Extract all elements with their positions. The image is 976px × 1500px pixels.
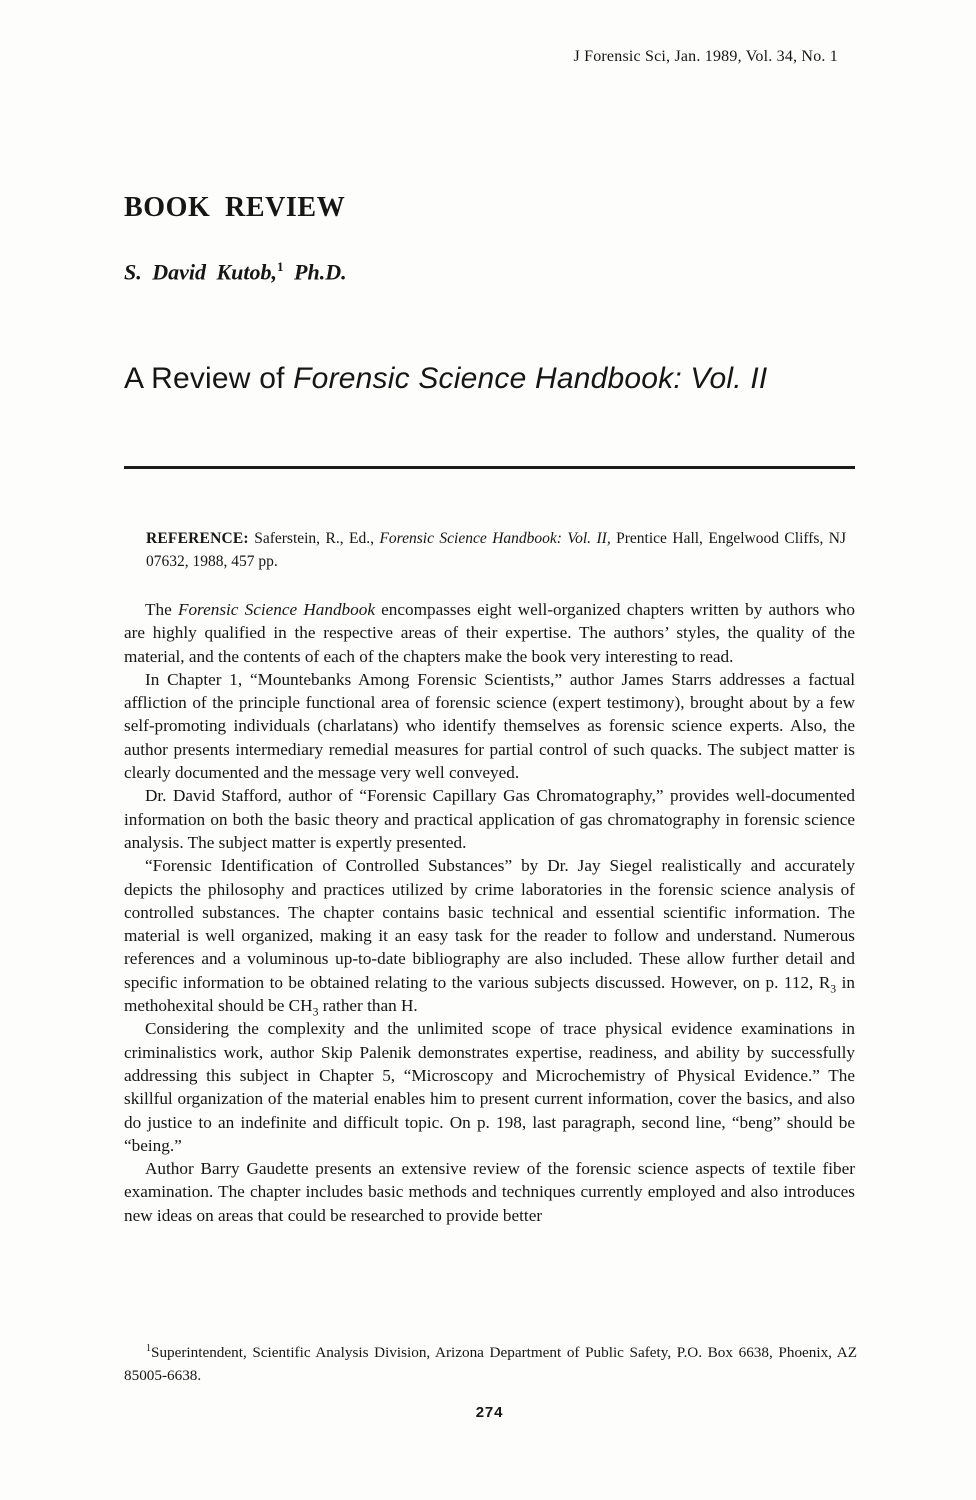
footnote-text: Superintendent, Scientific Analysis Division, Arizona Department of Public Safety, P.O. Box 6638, Phoenix, AZ 85005-6638. bbox=[124, 1344, 857, 1385]
author-footnote-mark: 1 bbox=[277, 259, 284, 274]
footnote-mark: 1 bbox=[146, 1343, 151, 1354]
footnote bbox=[124, 1337, 857, 1387]
article-title-italic: Forensic Science Handbook: Vol. II bbox=[293, 362, 768, 395]
paragraph: Author Barry Gaudette presents an extensive review of the forensic science aspects of textile fiber examination. The chapter includes basic methods and techniques currently employed and also introduces new ideas on areas that could be researched to provide better bbox=[124, 1159, 855, 1225]
article-title bbox=[124, 362, 767, 396]
paragraph: In Chapter 1, “Mountebanks Among Forensic Scientists,” author James Starrs addresses a factual affliction of the principle functional area of forensic science (expert testimony), brought about by a few self-promoting individuals (charlatans) who identify themselves as forensic science experts. Also, the author presents intermediary remedial measures for partial control of such quacks. The subject matter is clearly documented and the message very well conveyed. bbox=[124, 669, 855, 783]
author-name: S. David Kutob, bbox=[124, 259, 278, 285]
title-rule bbox=[124, 466, 855, 469]
article-body bbox=[124, 598, 855, 1227]
reference-text-2: Prentice Hall, Engelwood Cliffs, NJ 07632, 1988, 457 pp. bbox=[146, 530, 846, 570]
article-title-regular: A Review of bbox=[124, 362, 294, 395]
paragraph: Dr. David Stafford, author of “Forensic Capillary Gas Chromatography,” provides well-documented information on both the basic theory and practical application of gas chromatography in forensic science analysis. The subject matter is expertly presented. bbox=[124, 786, 855, 852]
reference-book-title: Forensic Science Handbook: Vol. II, bbox=[379, 530, 611, 547]
reference-text-1: Saferstein, R., Ed., bbox=[248, 530, 380, 547]
paragraph: “Forensic Identification of Controlled Substances” by Dr. Jay Siegel realistically and accurately depicts the philosophy and practices utilized by crime laboratories in the forensic science analysis of controlled substances. The chapter contains basic technical and essential scientific information. The material is well organized, making it an easy task for the reader to follow and understand. Numerous references and a voluminous up-to-date bibliography are also included. These allow further detail and specific information to be obtained relating to the various subjects discussed. However, on p. 112, $R_3$ in methohexital should be $CH_3$ rather than H. bbox=[124, 856, 855, 1019]
reference-label: REFERENCE: bbox=[146, 530, 249, 547]
author-line bbox=[124, 259, 347, 285]
page-number: 274 bbox=[475, 1404, 504, 1421]
author-degree: Ph.D. bbox=[283, 259, 347, 285]
section-heading: BOOK REVIEW bbox=[124, 192, 346, 223]
running-head: J Forensic Sci, Jan. 1989, Vol. 34, No. 1 bbox=[573, 48, 838, 65]
paragraph: The Forensic Science Handbook encompasses eight well-organized chapters written by authors who are highly qualified in the respective areas of their expertise. The authors’ styles, the quality of the material, and the contents of each of the chapters make the book very interesting to read. bbox=[124, 600, 855, 666]
paragraph: Considering the complexity and the unlimited scope of trace physical evidence examinations in criminalistics work, author Skip Palenik demonstrates expertise, readiness, and ability by successfully addressing this subject in Chapter 5, “Microscopy and Microchemistry of Physical Evidence.” The skillful organization of the material enables him to present current information, cover the basics, and also do justice to an indefinite and difficult topic. On p. 198, last paragraph, second line, “beng” should be “being.” bbox=[124, 1019, 855, 1155]
reference-block bbox=[146, 527, 846, 573]
